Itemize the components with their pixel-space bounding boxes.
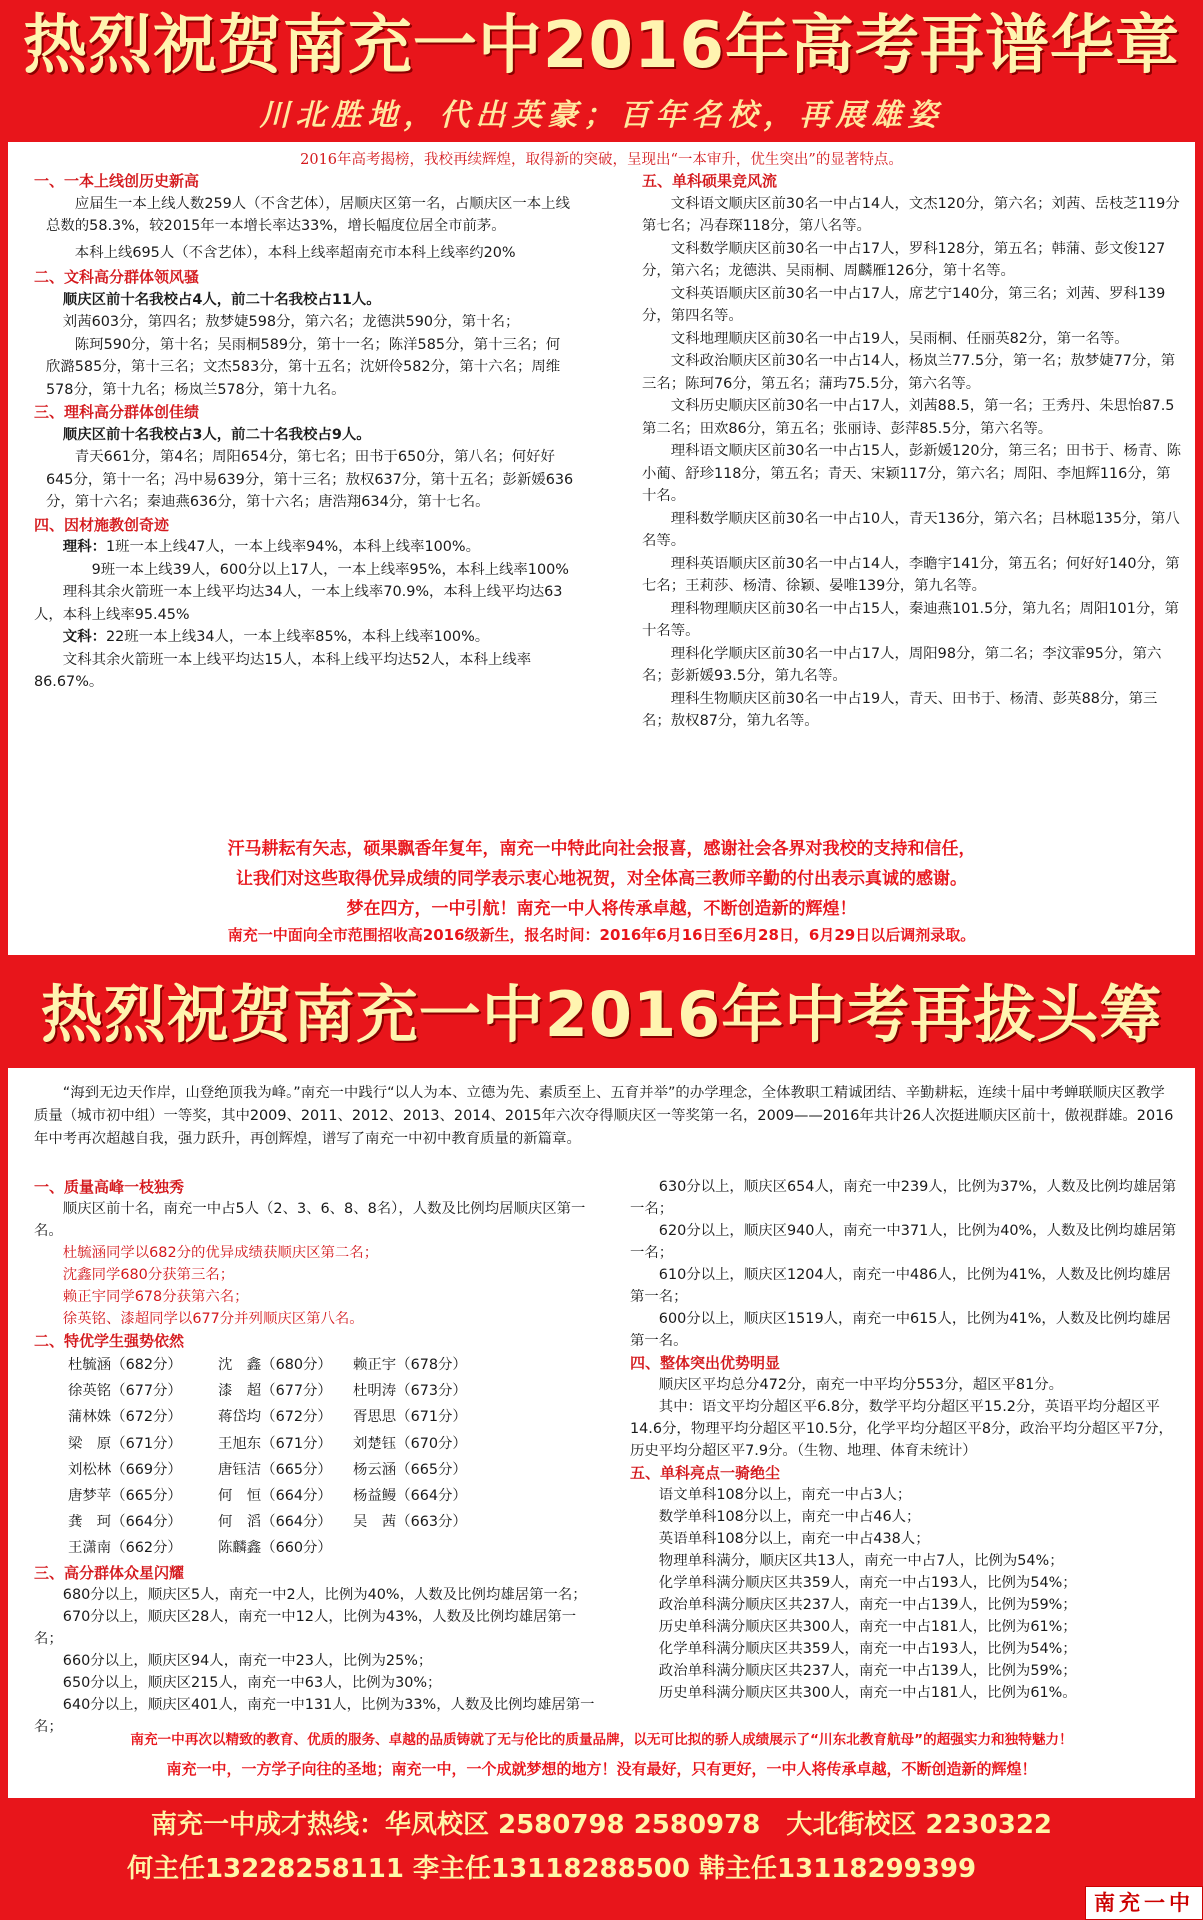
gaokao-s5-item: 文科数学顺庆区前30名一中占17人，罗科128分，第五名；韩蒲、彭文俊127分，第六名；龙德洪、吴雨桐、周麟雁126分，第十名等。 — [642, 240, 1166, 279]
zhongkao-s3-heading: 三、高分群体众星闪耀 — [34, 1563, 185, 1582]
gaokao-title: 热烈祝贺南充一中2016年高考再谱华章 — [22, 9, 1181, 83]
zhongkao-s5-item: 历史单科满分顺庆区共300人，南充一中占181人，比例为61%。 — [658, 1685, 1077, 1701]
student-score: 唐钰洁（665分） — [218, 1461, 332, 1478]
gaokao-left-column — [34, 170, 574, 694]
gaokao-s4-wen1-row — [34, 626, 574, 649]
zhongkao-panel — [8, 1068, 1195, 1798]
student-score: 王旭东（671分） — [218, 1435, 332, 1452]
contact-directors: 何主任13228258111 李主任13118288500 韩主任13118299399 — [126, 1854, 977, 1884]
gaokao-s5-item: 理科化学顺庆区前30名一中占17人，周阳98分，第二名；李汶霏95分，第六名；彭新媛93.5分，第九名等。 — [642, 645, 1162, 684]
student-score: 徐英铭（677分） — [68, 1383, 182, 1400]
gaokao-s5-item: 文科地理顺庆区前30名一中占19人，吴雨桐、任丽英82分，第一名等。 — [670, 330, 1129, 347]
gaokao-s5-item: 理科物理顺庆区前30名一中占15人，秦迪燕101.5分，第九名；周阳101分，第十名等。 — [642, 600, 1180, 639]
zhongkao-closing-1: 南充一中再次以精致的教育、优质的服务、卓越的品质铸就了无与伦比的质量品牌，以无可比拟的骄人成绩展示了“川东北教育航母”的超强实力和独特魅力！ — [130, 1732, 1073, 1748]
zhongkao-s1-red: 杜毓涵同学以682分的优异成绩获顺庆区第二名； — [62, 1245, 379, 1261]
gaokao-s5-heading: 五、单科硕果竞风流 — [642, 172, 778, 190]
zhongkao-s1-red: 徐英铭、漆超同学以677分并列顺庆区第八名。 — [62, 1311, 364, 1327]
gaokao-s5-item: 文科语文顺庆区前30名一中占14人，文杰120分，第六名；刘茜、岳枝芝119分第七名；冯春琛118分，第八名等。 — [642, 195, 1180, 234]
student-score: 杜明涛（673分） — [353, 1383, 467, 1400]
gaokao-s5-list — [642, 193, 1182, 733]
zhongkao-s3-item: 660分以上，顺庆区94人，南充一中23人，比例为25%； — [62, 1652, 433, 1669]
student-score: 刘松林（669分） — [68, 1461, 182, 1478]
gaokao-s4-heading: 四、因材施教创奇迹 — [34, 515, 170, 534]
student-score: 杨云涵（665分） — [353, 1461, 467, 1478]
zhongkao-s1-red: 赖正宇同学678分获第六名； — [62, 1289, 249, 1305]
zhongkao-s5-item: 语文单科108分以上，南充一中占3人； — [658, 1487, 912, 1503]
student-score: 杨益鳗（664分） — [353, 1488, 467, 1505]
gaokao-s3-sub: 顺庆区前十名我校占3人，前二十名我校占9人。 — [62, 426, 371, 443]
zhongkao-s3-item: 620分以上，顺庆区940人，南充一中371人，比例为40%，人数及比例均雄居第一名； — [630, 1223, 1177, 1261]
zhongkao-s3-item: 650分以上，顺庆区215人，南充一中63人，比例为30%； — [62, 1674, 442, 1691]
gaokao-s4-li3: 理科其余火箭班一本上线平均达34人，一本上线率70.9%，本科上线平均达63人，本科上线率95.45% — [34, 584, 563, 623]
student-score: 王潇南（662分） — [68, 1540, 182, 1557]
student-score: 蒲林姝（672分） — [68, 1409, 182, 1426]
zhongkao-s4-p1: 顺庆区平均总分472分，南充一中平均分553分，超区平81分。 — [658, 1377, 1064, 1393]
zhongkao-right-column — [630, 1176, 1182, 1704]
student-score: 刘楚钰（670分） — [353, 1435, 467, 1452]
zhongkao-s5-item: 政治单科满分顺庆区共237人，南充一中占139人，比例为59%； — [658, 1663, 1077, 1679]
student-score: 赖正宇（678分） — [353, 1357, 467, 1373]
zhongkao-s5-heading: 五、单科亮点一骑绝尘 — [630, 1464, 781, 1482]
zhongkao-title: 热烈祝贺南充一中2016年中考再拔头筹 — [40, 978, 1163, 1051]
gaokao-s5-item: 理科数学顺庆区前30名一中占10人，青天136分，第六名；吕林聪135分，第八名等。 — [642, 510, 1180, 549]
gaokao-s5-item: 文科历史顺庆区前30名一中占17人，刘茜88.5，第一名；王秀丹、朱思怡87.5第二名；田欢86分，第五名；张丽诗、彭萍85.5分，第六名等。 — [642, 398, 1175, 437]
student-score: 吴 茜（663分） — [353, 1514, 467, 1531]
zhongkao-s1-red: 沈鑫同学680分获第三名； — [62, 1267, 235, 1283]
gaokao-s4-li-label: 理科： — [62, 539, 106, 555]
gaokao-slogan: 川北胜地，代出英豪；百年名校，再展雄姿 — [259, 98, 944, 133]
student-score: 陈麟鑫（660分） — [218, 1540, 332, 1557]
student-score: 沈 鑫（680分） — [218, 1357, 332, 1373]
contact-hotline: 南充一中成才热线：华凤校区 2580798 2580978 大北街校区 2230322 — [150, 1810, 1053, 1840]
zhongkao-closing-2: 南充一中，一方学子向往的圣地；南充一中，一个成就梦想的地方！没有最好，只有更好，一中人将传承卓越，不断创造新的辉煌！ — [166, 1760, 1037, 1778]
zhongkao-s5-item: 数学单科108分以上，南充一中占46人； — [658, 1509, 921, 1525]
zhongkao-intro: “海到无边天作岸，山登绝顶我为峰。”南充一中践行“以人为本、立德为先、素质至上、五育并举”的办学理念，全体教职工精诚团结、辛勤耕耘，连续十届中考蝉联顺庆区教学质量（城市初中组）一等奖，其中2009、2011、2012、2013、2014、2015年六次夺得顺庆区一等奖第一名，2009——2016年共计26人次挺进顺庆区前十，傲视群雄。2016年中考再次超越自我，强力跃升，再创辉煌，谱写了南充一中初中教育质量的新篇章。 — [34, 1085, 1174, 1147]
zhongkao-s3-item: 640分以上，顺庆区401人，南充一中131人，比例为33%，人数及比例均雄居第一名； — [34, 1696, 595, 1735]
gaokao-s4-wen-label: 文科： — [62, 629, 106, 645]
gaokao-s4-li1: 1班一本上线47人，一本上线率94%，本科上线率100%。 — [105, 539, 481, 555]
gaokao-s3-p1: 青天661分，第4名；周阳654分，第七名；田书于650分，第八名；何好好645分，第十一名；冯中易639分，第十三名；敖权637分，第十五名；彭新媛636分，第十六名；秦迪燕636分，第十六名；唐浩翔634分，第十七名。 — [46, 449, 574, 510]
gaokao-s1-p1: 应届生一本上线人数259人（不含艺体），居顺庆区第一名，占顺庆区一本上线总数的58.3%，较2015年一本增长率达33%，增长幅度位居全市前茅。 — [46, 195, 570, 234]
zhongkao-s3-item: 670分以上，顺庆区28人，南充一中12人，比例为43%，人数及比例均雄居第一名； — [34, 1608, 577, 1647]
gaokao-s2-heading: 二、文科高分群体领风骚 — [34, 268, 200, 286]
zhongkao-s5-item: 物理单科满分，顺庆区共13人，南充一中占7人，比例为54%； — [658, 1553, 1064, 1569]
student-score: 杜毓涵（682分） — [68, 1357, 182, 1373]
student-score: 何 恒（664分） — [218, 1488, 332, 1505]
zhongkao-s3-item: 680分以上，顺庆区5人，南充一中2人，比例为40%，人数及比例均雄居第一名； — [62, 1586, 587, 1603]
gaokao-s5-item: 文科英语顺庆区前30名一中占17人，席艺宁140分，第三名；刘茜、罗科139分，第四名等。 — [642, 285, 1166, 324]
zhongkao-s2-heading: 二、特优学生强势依然 — [34, 1332, 185, 1350]
gaokao-s3-heading: 三、理科高分群体创佳绩 — [34, 403, 200, 421]
gaokao-closing-1: 汗马耕耘有矢志，硕果飘香年复年，南充一中特此向社会报喜，感谢社会各界对我校的支持和信任， — [227, 839, 976, 859]
zhongkao-s1-heading: 一、质量高峰一枝独秀 — [34, 1178, 185, 1196]
gaokao-s2-p1: 刘茜603分，第四名；敖梦婕598分，第六名；龙德洪590分，第十名； — [62, 314, 520, 330]
gaokao-s4-li2: 9班一本上线39人，600分以上17人，一本上线率95%，本科上线率100% — [91, 561, 569, 578]
zhongkao-s4-p2: 其中：语文平均分超区平6.8分，数学平均分超区平15.2分，英语平均分超区平14.6分，物理平均分超区平10.5分，化学平均分超区平8分，政治平均分超区平7分，历史平均分超区平7.9分。（生物、地理、体育未统计） — [630, 1399, 1173, 1459]
zhongkao-s5-item: 化学单科满分顺庆区共359人，南充一中占193人，比例为54%； — [658, 1641, 1077, 1657]
gaokao-s5-item: 理科生物顺庆区前30名一中占19人，青天、田书于、杨清、彭英88分，第三名；敖权87分，第九名等。 — [642, 690, 1158, 729]
gaokao-s4-wen1: 22班一本上线34人，一本上线率85%，本科上线率100%。 — [105, 629, 490, 645]
zhongkao-s3-item: 610分以上，顺庆区1204人，南充一中486人，比例为41%，人数及比例均雄居第一名； — [630, 1267, 1171, 1305]
gaokao-s4-li1-row — [34, 536, 574, 559]
gaokao-s1-heading: 一、一本上线创历史新高 — [34, 172, 200, 190]
gaokao-s5-item: 文科政治顺庆区前30名一中占14人，杨岚兰77.5分，第一名；敖梦婕77分，第三名；陈珂76分，第五名；蒲玙75.5分，第六名等。 — [642, 353, 1176, 392]
school-watermark: 南充一中 — [1085, 1886, 1203, 1920]
gaokao-closing-3: 梦在四方，一中引航！南充一中人将传承卓越，不断创造新的辉煌！ — [346, 899, 857, 919]
zhongkao-s5-item: 英语单科108分以上，南充一中占438人； — [658, 1531, 930, 1547]
gaokao-s1-p2: 本科上线695人（不含艺体），本科上线率超南充市本科上线率约20% — [74, 244, 516, 261]
gaokao-s5-item: 理科语文顺庆区前30名一中占15人，彭新媛120分，第三名；田书于、杨青、陈小蔺、舒珍118分，第五名；青天、宋颖117分，第六名；周阳、李旭辉116分，第十名。 — [642, 443, 1181, 504]
gaokao-closing-2: 让我们对这些取得优异成绩的同学表示衷心地祝贺，对全体高三教师辛勤的付出表示真诚的感谢。 — [236, 869, 967, 889]
gaokao-closing-4: 南充一中面向全市范围招收高2016级新生，报名时间：2016年6月16日至6月28日，6月29日以后调剂录取。 — [227, 926, 976, 944]
zhongkao-s5-item: 化学单科满分顺庆区共359人，南充一中占193人，比例为54%； — [658, 1575, 1077, 1591]
gaokao-s5-item: 理科英语顺庆区前30名一中占14人，李瞻宇141分，第五名；何好好140分，第七名；王莉莎、杨清、徐颖、晏唯139分，第九名等。 — [642, 555, 1180, 594]
gaokao-s2-sub: 顺庆区前十名我校占4人，前二十名我校占11人。 — [62, 291, 381, 308]
zhongkao-s3-item: 630分以上，顺庆区654人，南充一中239人，比例为37%，人数及比例均雄居第一名； — [630, 1179, 1177, 1217]
zhongkao-s1-p: 顺庆区前十名，南充一中占5人（2、3、6、8、8名），人数及比例均居顺庆区第一名。 — [34, 1201, 586, 1239]
student-score: 唐梦苹（665分） — [68, 1488, 182, 1505]
zhongkao-s4-heading: 四、整体突出优势明显 — [630, 1354, 781, 1372]
student-score: 漆 超（677分） — [218, 1383, 332, 1400]
zhongkao-s5-item: 政治单科满分顺庆区共237人，南充一中占139人，比例为59%； — [658, 1597, 1077, 1613]
gaokao-s2-p2: 陈珂590分，第十名；吴雨桐589分，第十一名；陈洋585分，第十三名；何欣潞585分，第十三名；文杰583分，第十五名；沈妍伶582分，第十六名；周维578分，第十九名；杨岚兰578分，第十九名。 — [46, 336, 561, 398]
student-score: 蒋岱均（672分） — [218, 1409, 332, 1426]
zhongkao-left-column — [34, 1176, 604, 1738]
zhongkao-s3-item: 600分以上，顺庆区1519人，南充一中615人，比例为41%，人数及比例均雄居第一名。 — [630, 1311, 1171, 1349]
student-score: 龚 珂（664分） — [68, 1514, 182, 1531]
zhongkao-s2-name-grid — [34, 1352, 604, 1562]
student-score: 胥思思（671分） — [353, 1409, 467, 1426]
gaokao-s4-wen2: 文科其余火箭班一本上线平均达15人，本科上线平均达52人，本科上线率86.67%。 — [34, 651, 532, 690]
gaokao-right-column — [642, 170, 1182, 733]
student-score: 梁 原（671分） — [68, 1435, 182, 1452]
zhongkao-s5-item: 历史单科满分顺庆区共300人，南充一中占181人，比例为61%； — [658, 1619, 1077, 1635]
student-score: 何 滔（664分） — [218, 1514, 332, 1531]
gaokao-panel — [8, 142, 1195, 955]
gaokao-intro: 2016年高考揭榜，我校再续辉煌，取得新的突破，呈现出“一本审升，优生突出”的显著特点。 — [300, 152, 903, 168]
